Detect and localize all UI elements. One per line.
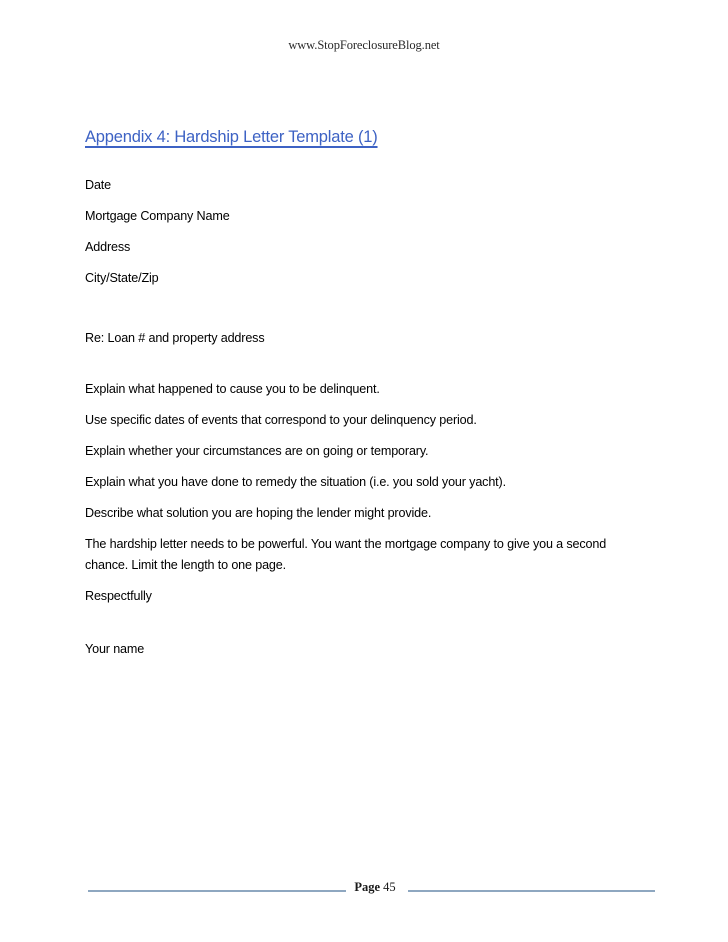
spacer-before-reference (85, 299, 645, 328)
body-paragraph-5: Describe what solution you are hoping the lender might provide. (85, 506, 432, 520)
address-line-date: Date (85, 178, 112, 192)
reference-line: Re: Loan # and property address (85, 331, 265, 345)
page-footer (0, 880, 728, 904)
spacer-before-signature (85, 607, 645, 639)
page-number-label: Page (354, 880, 381, 894)
body-paragraph-3: Explain whether your circumstances are on going or temporary. (85, 444, 429, 458)
footer-rule-right (408, 890, 655, 892)
closing-line: Respectfully (85, 589, 152, 603)
footer-rule-left (88, 890, 346, 892)
body-paragraph-2: Use specific dates of events that correspond to your delinquency period. (85, 413, 477, 427)
body-paragraph-6: The hardship letter needs to be powerful. You want the mortgage company to give you a second chance. Limit the length to one page. (85, 537, 607, 572)
running-header: www.StopForeclosureBlog.net (288, 38, 440, 52)
address-line-city-state-zip: City/State/Zip (85, 271, 159, 285)
address-line-address: Address (85, 240, 131, 254)
body-paragraph-1: Explain what happened to cause you to be delinquent. (85, 382, 380, 396)
body-paragraph-4: Explain what you have done to remedy the situation (i.e. you sold your yacht). (85, 475, 506, 489)
document-body (85, 128, 645, 660)
spacer-before-body (85, 349, 645, 379)
page-number (340, 880, 410, 895)
page-title: Appendix 4: Hardship Letter Template (1) (85, 128, 378, 146)
page-number-value: 45 (383, 880, 396, 894)
signature-line: Your name (85, 642, 145, 656)
address-line-company: Mortgage Company Name (85, 209, 230, 223)
